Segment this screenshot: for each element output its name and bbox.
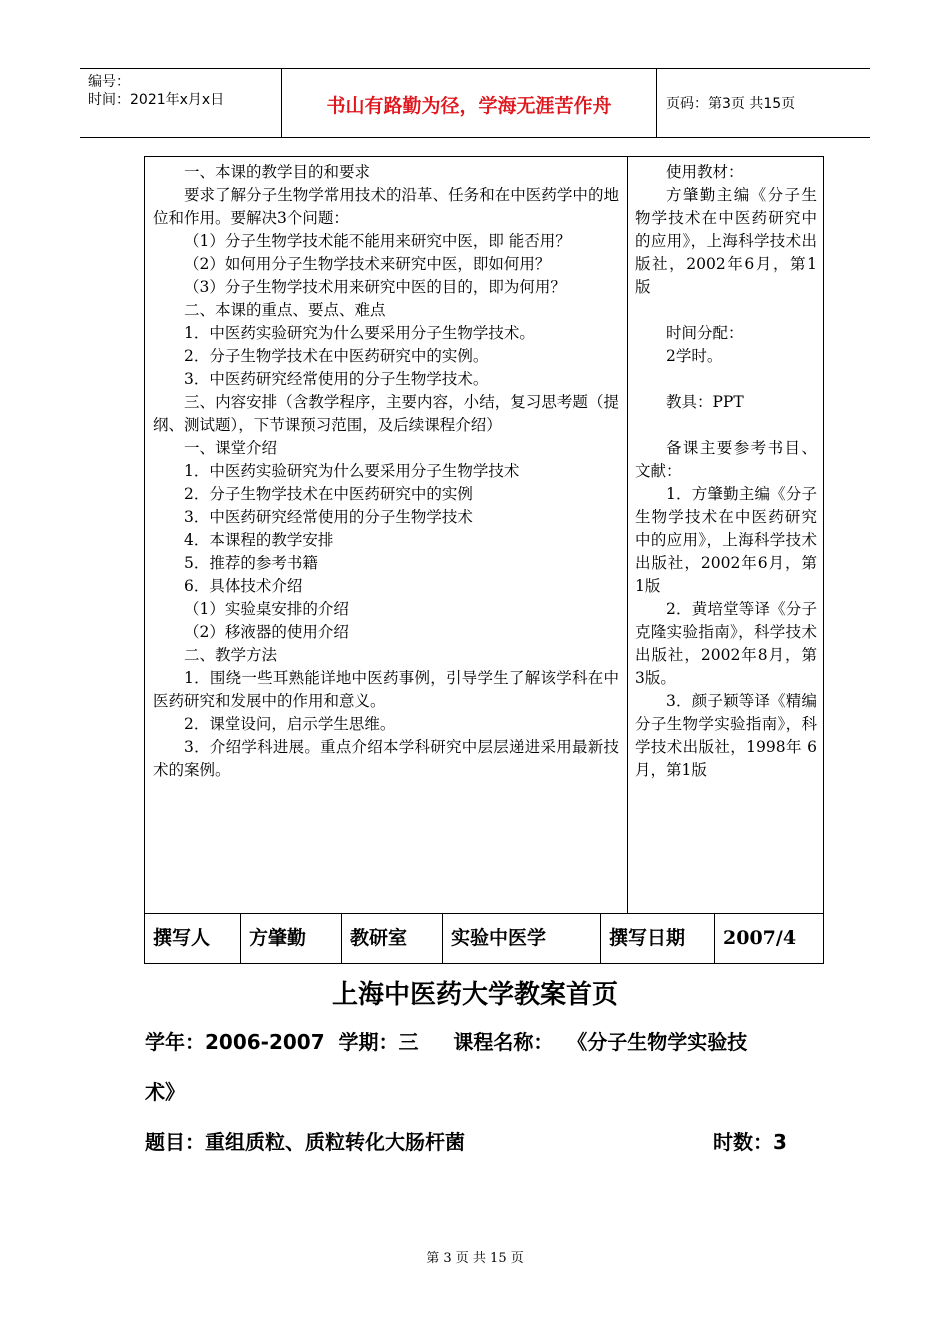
references-label: 备课主要参考书目、文献： <box>635 439 817 480</box>
time-label: 时间：2021年x月x日 <box>88 92 225 108</box>
content-line: 三、内容安排（含教学程序，主要内容，小结，复习思考题（提纲、测试题），下节课预习范围，及后续课程介绍） <box>153 393 619 434</box>
content-line: 一、课堂介绍 <box>184 439 278 457</box>
content-line: 4．本课程的教学安排 <box>184 531 334 549</box>
content-line: 一、本课的教学目的和要求 <box>184 163 371 181</box>
time-allocation-label: 时间分配： <box>666 324 744 342</box>
content-line: （2）移液器的使用介绍 <box>184 623 349 641</box>
content-line: 6．具体技术介绍 <box>184 577 303 595</box>
header-motto: 书山有路勤为径，学海无涯苦作舟 <box>326 95 612 117</box>
content-line: 2．分子生物学技术在中医药研究中的实例 <box>184 485 473 503</box>
content-line: 1．中医药实验研究为什么要采用分子生物学技术 <box>184 462 520 480</box>
header-meta <box>80 69 280 137</box>
teaching-tools: 教具：PPT <box>666 393 744 411</box>
course-info-line-cont: 术》 <box>145 1080 185 1104</box>
content-line: （2）如何用分子生物学技术来研究中医，即如何用？ <box>184 255 551 273</box>
lesson-plan-table <box>144 156 824 964</box>
topic-line: 题目：重组质粒、质粒转化大肠杆菌 <box>145 1130 465 1154</box>
content-line: 3．中医药研究经常使用的分子生物学技术。 <box>184 370 489 388</box>
reference-item: 1．方肇勤主编《分子生物学技术在中医药研究中的应用》，上海科学技术出版社，2002年6月，第1版 <box>635 485 817 595</box>
office-name: 实验中医学 <box>451 927 547 949</box>
header-divider <box>656 69 657 137</box>
office-label: 教研室 <box>350 927 408 949</box>
textbook-label: 使用教材： <box>666 163 744 181</box>
number-label: 编号： <box>88 74 130 90</box>
content-line: 3．介绍学科进展。重点介绍本学科研究中层层递进采用最新技术的案例。 <box>153 738 619 779</box>
content-line: 2．课堂设问，启示学生思维。 <box>184 715 396 733</box>
date-label: 撰写日期 <box>609 927 686 949</box>
content-line: 1．中医药实验研究为什么要采用分子生物学技术。 <box>184 324 535 342</box>
page-footer: 第 3 页 共 15 页 <box>426 1251 524 1266</box>
page-header <box>80 68 870 138</box>
content-line: （1）实验桌安排的介绍 <box>184 600 349 618</box>
content-line: 2．分子生物学技术在中医药研究中的实例。 <box>184 347 489 365</box>
lesson-side-info <box>635 161 817 782</box>
content-line: 5．推荐的参考书籍 <box>184 554 318 572</box>
textbook-text: 方肇勤主编《分子生物学技术在中医药研究中的应用》，上海科学技术出版社，2002年6月，第1版 <box>635 186 817 296</box>
course-info-line: 学年：2006-2007 学期：三 课程名称： 《分子生物学实验技 <box>145 1030 748 1054</box>
content-line: 二、教学方法 <box>184 646 278 664</box>
content-line: （3）分子生物学技术用来研究中医的目的，即为何用？ <box>184 278 566 296</box>
header-page-info: 页码：第3页 共15页 <box>666 96 796 112</box>
author-name: 方肇勤 <box>249 927 307 949</box>
content-line: （1）分子生物学技术能不能用来研究中医，即 能否用？ <box>184 232 571 250</box>
time-allocation-value: 2学时。 <box>666 347 723 365</box>
reference-item: 2．黄培堂等译《分子克隆实验指南》，科学技术出版社，2002年8月，第3版。 <box>635 600 817 687</box>
content-line: 二、本课的重点、要点、难点 <box>184 301 386 319</box>
author-row <box>145 914 823 963</box>
date-value: 2007/4 <box>723 927 797 949</box>
author-label: 撰写人 <box>153 927 211 949</box>
content-line: 3．中医药研究经常使用的分子生物学技术 <box>184 508 473 526</box>
hours-value: 时数：3 <box>713 1130 787 1154</box>
column-divider <box>627 157 628 913</box>
reference-item: 3．颜子颖等译《精编分子生物学实验指南》，科学技术出版社，1998年 6月，第1版 <box>635 692 817 779</box>
content-line: 1．围绕一些耳熟能详地中医药事例，引导学生了解该学科在中医药研究和发展中的作用和意义。 <box>153 669 619 710</box>
document-title: 上海中医药大学教案首页 <box>331 980 618 1010</box>
lesson-content <box>153 161 619 782</box>
content-line: 要求了解分子生物学常用技术的沿革、任务和在中医药学中的地位和作用。要解决3个问题： <box>153 186 619 227</box>
